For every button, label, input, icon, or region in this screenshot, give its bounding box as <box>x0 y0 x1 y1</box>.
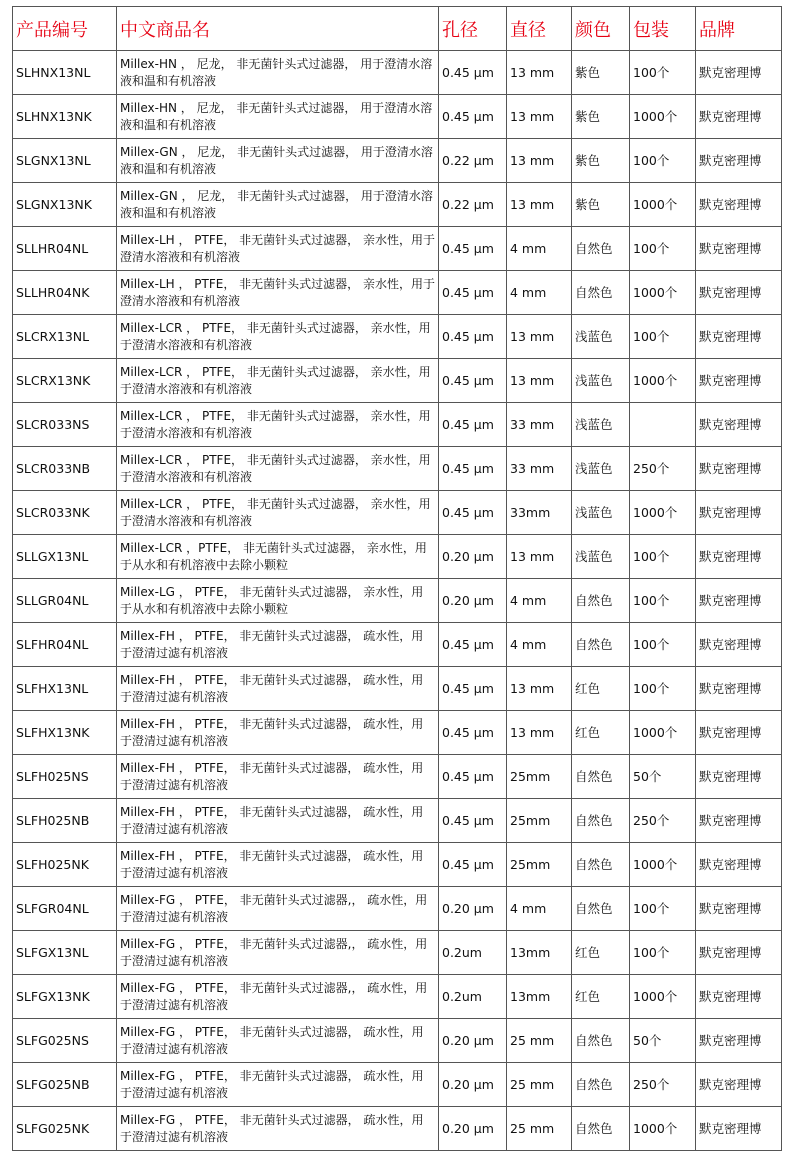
cell-color: 自然色 <box>572 1063 630 1107</box>
cell-color: 自然色 <box>572 227 630 271</box>
cell-product-code: SLFGX13NK <box>13 975 117 1019</box>
cell-product-code: SLHNX13NL <box>13 51 117 95</box>
cell-diameter: 33mm <box>507 491 572 535</box>
cell-diameter: 13 mm <box>507 183 572 227</box>
table-row <box>13 1063 782 1107</box>
cell-product-name: Millex-FG ， PTFE， 非无菌针头式过滤器， 疏水性，用于澄清过滤有机溶液 <box>117 1107 439 1151</box>
cell-pore-size: 0.45 μm <box>439 799 507 843</box>
cell-product-code: SLLGX13NL <box>13 535 117 579</box>
cell-package: 100个 <box>630 535 696 579</box>
cell-pore-size: 0.45 μm <box>439 403 507 447</box>
cell-pore-size: 0.20 μm <box>439 579 507 623</box>
cell-product-code: SLFHR04NL <box>13 623 117 667</box>
cell-product-code: SLFH025NS <box>13 755 117 799</box>
table-row <box>13 183 782 227</box>
cell-color: 浅蓝色 <box>572 403 630 447</box>
cell-diameter: 13 mm <box>507 51 572 95</box>
cell-pore-size: 0.45 μm <box>439 711 507 755</box>
cell-product-name: Millex-FH ， PTFE， 非无菌针头式过滤器， 疏水性，用于澄清过滤有机溶液 <box>117 843 439 887</box>
cell-product-name: Millex-LCR ，PTFE， 非无菌针头式过滤器， 亲水性，用于从水和有机溶液中去除小颗粒 <box>117 535 439 579</box>
cell-color: 自然色 <box>572 799 630 843</box>
cell-product-name: Millex-FH ， PTFE， 非无菌针头式过滤器， 疏水性，用于澄清过滤有机溶液 <box>117 623 439 667</box>
table-row <box>13 139 782 183</box>
cell-brand: 默克密理博 <box>696 1019 782 1063</box>
cell-product-code: SLCR033NK <box>13 491 117 535</box>
cell-pore-size: 0.2um <box>439 975 507 1019</box>
table-body <box>13 51 782 1151</box>
table-row <box>13 843 782 887</box>
cell-diameter: 25 mm <box>507 1063 572 1107</box>
cell-diameter: 25 mm <box>507 1107 572 1151</box>
cell-package: 100个 <box>630 579 696 623</box>
cell-product-code: SLFGR04NL <box>13 887 117 931</box>
cell-brand: 默克密理博 <box>696 51 782 95</box>
cell-product-code: SLFG025NK <box>13 1107 117 1151</box>
cell-color: 自然色 <box>572 623 630 667</box>
cell-color: 浅蓝色 <box>572 315 630 359</box>
table-row <box>13 491 782 535</box>
cell-color: 自然色 <box>572 271 630 315</box>
cell-pore-size: 0.45 μm <box>439 95 507 139</box>
table-row <box>13 623 782 667</box>
cell-product-name: Millex-LCR ， PTFE， 非无菌针头式过滤器， 亲水性，用于澄清水溶液和有机溶液 <box>117 491 439 535</box>
table-row <box>13 799 782 843</box>
cell-product-code: SLFGX13NL <box>13 931 117 975</box>
table-row <box>13 447 782 491</box>
cell-diameter: 25 mm <box>507 1019 572 1063</box>
cell-pore-size: 0.20 μm <box>439 887 507 931</box>
cell-product-name: Millex-FG ， PTFE， 非无菌针头式过滤器， 疏水性，用于澄清过滤有机溶液 <box>117 1019 439 1063</box>
cell-product-name: Millex-FH ， PTFE， 非无菌针头式过滤器， 疏水性，用于澄清过滤有机溶液 <box>117 667 439 711</box>
cell-brand: 默克密理博 <box>696 139 782 183</box>
cell-package: 1000个 <box>630 1107 696 1151</box>
cell-package: 250个 <box>630 799 696 843</box>
cell-diameter: 4 mm <box>507 579 572 623</box>
table-row <box>13 535 782 579</box>
header-brand: 品牌 <box>696 7 782 51</box>
cell-product-code: SLLHR04NL <box>13 227 117 271</box>
cell-diameter: 13 mm <box>507 711 572 755</box>
cell-product-code: SLGNX13NL <box>13 139 117 183</box>
table-row <box>13 1107 782 1151</box>
cell-product-name: Millex-FG ， PTFE， 非无菌针头式过滤器， 疏水性，用于澄清过滤有机溶液 <box>117 1063 439 1107</box>
cell-package: 250个 <box>630 1063 696 1107</box>
cell-brand: 默克密理博 <box>696 491 782 535</box>
cell-package: 50个 <box>630 1019 696 1063</box>
cell-product-name: Millex-LCR ， PTFE， 非无菌针头式过滤器， 亲水性，用于澄清水溶液和有机溶液 <box>117 359 439 403</box>
cell-color: 自然色 <box>572 755 630 799</box>
cell-brand: 默克密理博 <box>696 711 782 755</box>
cell-pore-size: 0.20 μm <box>439 1063 507 1107</box>
cell-package: 100个 <box>630 227 696 271</box>
cell-diameter: 13mm <box>507 975 572 1019</box>
table-row <box>13 887 782 931</box>
cell-pore-size: 0.45 μm <box>439 447 507 491</box>
table-row <box>13 359 782 403</box>
cell-package: 1000个 <box>630 843 696 887</box>
cell-diameter: 13 mm <box>507 667 572 711</box>
cell-product-code: SLFHX13NL <box>13 667 117 711</box>
cell-diameter: 13mm <box>507 931 572 975</box>
cell-brand: 默克密理博 <box>696 183 782 227</box>
table-row <box>13 95 782 139</box>
header-pore-size: 孔径 <box>439 7 507 51</box>
cell-product-name: Millex-FH ， PTFE， 非无菌针头式过滤器， 疏水性，用于澄清过滤有机溶液 <box>117 799 439 843</box>
cell-diameter: 25mm <box>507 755 572 799</box>
cell-product-name: Millex-LG ， PTFE， 非无菌针头式过滤器， 亲水性，用于从水和有机溶液中去除小颗粒 <box>117 579 439 623</box>
header-product-code: 产品编号 <box>13 7 117 51</box>
table-row <box>13 403 782 447</box>
cell-product-code: SLCRX13NK <box>13 359 117 403</box>
table-row <box>13 1019 782 1063</box>
cell-color: 浅蓝色 <box>572 535 630 579</box>
cell-product-name: Millex-FG ， PTFE， 非无菌针头式过滤器,， 疏水性，用于澄清过滤有机溶液 <box>117 887 439 931</box>
cell-brand: 默克密理博 <box>696 579 782 623</box>
cell-product-code: SLGNX13NK <box>13 183 117 227</box>
cell-brand: 默克密理博 <box>696 623 782 667</box>
cell-package <box>630 403 696 447</box>
cell-diameter: 33 mm <box>507 447 572 491</box>
cell-product-name: Millex-GN ， 尼龙， 非无菌针头式过滤器， 用于澄清水溶液和温和有机溶液 <box>117 183 439 227</box>
table-row <box>13 315 782 359</box>
header-product-name: 中文商品名 <box>117 7 439 51</box>
cell-pore-size: 0.20 μm <box>439 535 507 579</box>
cell-product-name: Millex-HN ， 尼龙， 非无菌针头式过滤器， 用于澄清水溶液和温和有机溶液 <box>117 95 439 139</box>
cell-package: 250个 <box>630 447 696 491</box>
table-row <box>13 579 782 623</box>
cell-brand: 默克密理博 <box>696 227 782 271</box>
cell-package: 1000个 <box>630 491 696 535</box>
cell-diameter: 25mm <box>507 799 572 843</box>
cell-pore-size: 0.45 μm <box>439 51 507 95</box>
cell-pore-size: 0.45 μm <box>439 227 507 271</box>
cell-brand: 默克密理博 <box>696 1107 782 1151</box>
cell-product-code: SLFH025NK <box>13 843 117 887</box>
cell-product-code: SLFG025NS <box>13 1019 117 1063</box>
cell-brand: 默克密理博 <box>696 447 782 491</box>
cell-product-name: Millex-LCR ， PTFE， 非无菌针头式过滤器， 亲水性，用于澄清水溶液和有机溶液 <box>117 315 439 359</box>
cell-product-code: SLHNX13NK <box>13 95 117 139</box>
cell-product-name: Millex-FG ， PTFE， 非无菌针头式过滤器,， 疏水性，用于澄清过滤有机溶液 <box>117 975 439 1019</box>
cell-color: 自然色 <box>572 887 630 931</box>
table-row <box>13 227 782 271</box>
cell-package: 1000个 <box>630 95 696 139</box>
cell-package: 100个 <box>630 931 696 975</box>
cell-pore-size: 0.45 μm <box>439 315 507 359</box>
cell-brand: 默克密理博 <box>696 931 782 975</box>
cell-color: 浅蓝色 <box>572 359 630 403</box>
cell-diameter: 13 mm <box>507 359 572 403</box>
cell-brand: 默克密理博 <box>696 667 782 711</box>
cell-diameter: 33 mm <box>507 403 572 447</box>
cell-diameter: 4 mm <box>507 271 572 315</box>
table-row <box>13 711 782 755</box>
cell-pore-size: 0.20 μm <box>439 1019 507 1063</box>
table-row <box>13 931 782 975</box>
cell-color: 自然色 <box>572 1107 630 1151</box>
cell-product-name: Millex-FH ， PTFE， 非无菌针头式过滤器， 疏水性，用于澄清过滤有机溶液 <box>117 755 439 799</box>
cell-color: 紫色 <box>572 95 630 139</box>
cell-product-code: SLLGR04NL <box>13 579 117 623</box>
cell-diameter: 13 mm <box>507 95 572 139</box>
table-row <box>13 755 782 799</box>
cell-diameter: 13 mm <box>507 139 572 183</box>
cell-diameter: 4 mm <box>507 227 572 271</box>
cell-color: 红色 <box>572 975 630 1019</box>
cell-color: 浅蓝色 <box>572 491 630 535</box>
cell-product-code: SLFHX13NK <box>13 711 117 755</box>
cell-product-code: SLFH025NB <box>13 799 117 843</box>
cell-diameter: 25mm <box>507 843 572 887</box>
cell-pore-size: 0.45 μm <box>439 843 507 887</box>
cell-brand: 默克密理博 <box>696 755 782 799</box>
cell-product-code: SLLHR04NK <box>13 271 117 315</box>
table-row <box>13 667 782 711</box>
cell-product-code: SLFG025NB <box>13 1063 117 1107</box>
table-row <box>13 271 782 315</box>
cell-pore-size: 0.2um <box>439 931 507 975</box>
cell-product-code: SLCRX13NL <box>13 315 117 359</box>
cell-diameter: 13 mm <box>507 315 572 359</box>
cell-product-name: Millex-FH ， PTFE， 非无菌针头式过滤器， 疏水性，用于澄清过滤有机溶液 <box>117 711 439 755</box>
cell-pore-size: 0.45 μm <box>439 755 507 799</box>
cell-package: 1000个 <box>630 359 696 403</box>
header-color: 颜色 <box>572 7 630 51</box>
cell-brand: 默克密理博 <box>696 887 782 931</box>
cell-brand: 默克密理博 <box>696 403 782 447</box>
product-table <box>12 6 782 1151</box>
cell-package: 1000个 <box>630 975 696 1019</box>
cell-product-name: Millex-HN ， 尼龙， 非无菌针头式过滤器， 用于澄清水溶液和温和有机溶液 <box>117 51 439 95</box>
cell-package: 1000个 <box>630 271 696 315</box>
table-row <box>13 51 782 95</box>
cell-pore-size: 0.20 μm <box>439 1107 507 1151</box>
cell-diameter: 13 mm <box>507 535 572 579</box>
cell-pore-size: 0.45 μm <box>439 491 507 535</box>
cell-package: 100个 <box>630 315 696 359</box>
cell-color: 自然色 <box>572 843 630 887</box>
cell-brand: 默克密理博 <box>696 95 782 139</box>
cell-package: 100个 <box>630 139 696 183</box>
cell-package: 100个 <box>630 623 696 667</box>
cell-color: 红色 <box>572 667 630 711</box>
cell-pore-size: 0.45 μm <box>439 667 507 711</box>
header-row <box>13 7 782 51</box>
cell-pore-size: 0.22 μm <box>439 139 507 183</box>
cell-pore-size: 0.45 μm <box>439 359 507 403</box>
cell-brand: 默克密理博 <box>696 315 782 359</box>
cell-pore-size: 0.22 μm <box>439 183 507 227</box>
cell-color: 自然色 <box>572 579 630 623</box>
cell-product-name: Millex-LH ， PTFE， 非无菌针头式过滤器， 亲水性，用于澄清水溶液和有机溶液 <box>117 227 439 271</box>
cell-brand: 默克密理博 <box>696 799 782 843</box>
cell-pore-size: 0.45 μm <box>439 271 507 315</box>
cell-color: 自然色 <box>572 1019 630 1063</box>
cell-brand: 默克密理博 <box>696 843 782 887</box>
cell-brand: 默克密理博 <box>696 271 782 315</box>
cell-product-code: SLCR033NB <box>13 447 117 491</box>
cell-color: 紫色 <box>572 183 630 227</box>
cell-color: 紫色 <box>572 139 630 183</box>
cell-package: 100个 <box>630 51 696 95</box>
cell-color: 红色 <box>572 711 630 755</box>
cell-product-code: SLCR033NS <box>13 403 117 447</box>
cell-product-name: Millex-LCR ， PTFE， 非无菌针头式过滤器， 亲水性，用于澄清水溶液和有机溶液 <box>117 403 439 447</box>
cell-color: 红色 <box>572 931 630 975</box>
cell-product-name: Millex-GN ， 尼龙， 非无菌针头式过滤器， 用于澄清水溶液和温和有机溶液 <box>117 139 439 183</box>
cell-color: 紫色 <box>572 51 630 95</box>
cell-package: 1000个 <box>630 711 696 755</box>
product-sheet <box>12 6 782 1151</box>
header-package: 包装 <box>630 7 696 51</box>
cell-brand: 默克密理博 <box>696 535 782 579</box>
cell-product-name: Millex-LH ， PTFE， 非无菌针头式过滤器， 亲水性，用于澄清水溶液和有机溶液 <box>117 271 439 315</box>
cell-package: 100个 <box>630 667 696 711</box>
header-diameter: 直径 <box>507 7 572 51</box>
cell-diameter: 4 mm <box>507 887 572 931</box>
table-row <box>13 975 782 1019</box>
cell-brand: 默克密理博 <box>696 1063 782 1107</box>
cell-product-name: Millex-FG ， PTFE， 非无菌针头式过滤器,， 疏水性，用于澄清过滤有机溶液 <box>117 931 439 975</box>
cell-color: 浅蓝色 <box>572 447 630 491</box>
cell-diameter: 4 mm <box>507 623 572 667</box>
cell-product-name: Millex-LCR ， PTFE， 非无菌针头式过滤器， 亲水性，用于澄清水溶液和有机溶液 <box>117 447 439 491</box>
cell-brand: 默克密理博 <box>696 359 782 403</box>
cell-package: 100个 <box>630 887 696 931</box>
cell-package: 1000个 <box>630 183 696 227</box>
cell-brand: 默克密理博 <box>696 975 782 1019</box>
cell-pore-size: 0.45 μm <box>439 623 507 667</box>
cell-package: 50个 <box>630 755 696 799</box>
